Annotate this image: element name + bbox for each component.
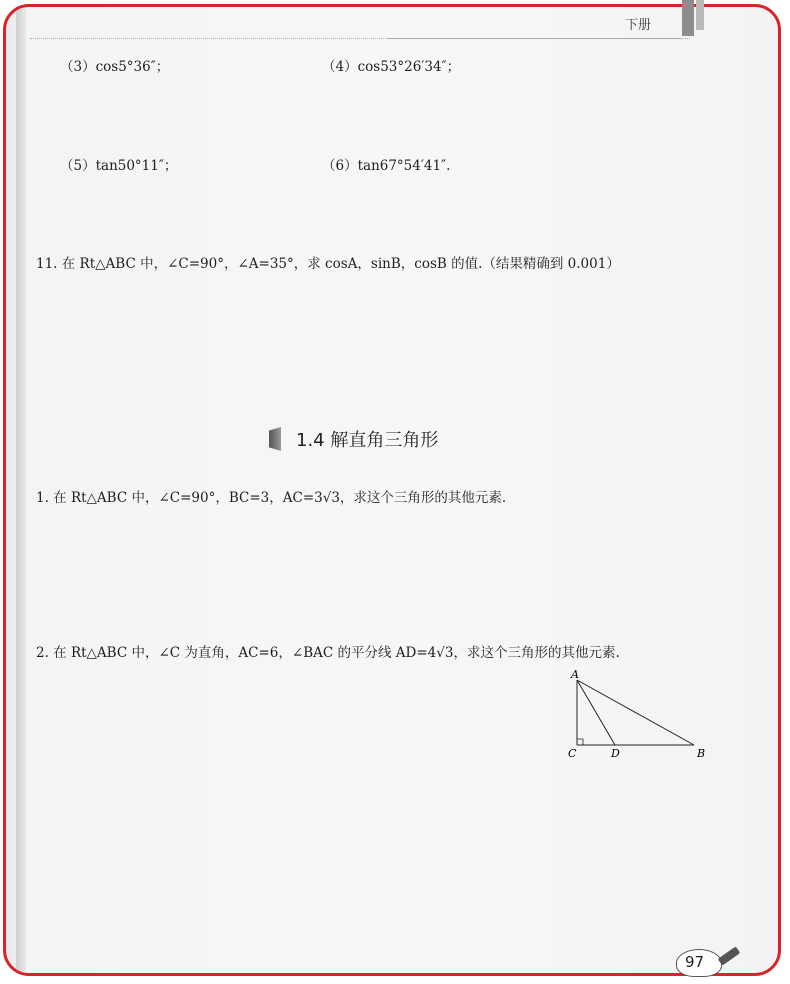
problem-1: 1. 在 Rt△ABC 中，∠C=90°，BC=3，AC=3√3，求这个三角形的其他元素. xyxy=(36,490,507,506)
section-marker-icon xyxy=(269,427,281,451)
exercise-11: 11. 在 Rt△ABC 中，∠C=90°，∠A=35°，求 cosA，sinB，cosB 的值.（结果精确到 0.001） xyxy=(36,256,620,272)
exercise-3: （3）cos5°36″； xyxy=(60,59,170,75)
bisector-ad xyxy=(577,680,615,745)
page-number: 97 xyxy=(685,953,705,971)
triangle-figure xyxy=(560,668,720,764)
label-d: D xyxy=(611,747,620,760)
header-dotted-rule xyxy=(30,38,690,39)
exercise-4: （4）cos53°26′34″； xyxy=(322,59,461,75)
label-b: B xyxy=(697,747,706,760)
label-a: A xyxy=(571,668,579,681)
exercise-6: （6）tan67°54′41″. xyxy=(322,158,451,174)
label-c: C xyxy=(568,747,577,760)
right-angle-mark xyxy=(577,739,583,745)
section-title: 1.4 解直角三角形 xyxy=(296,430,439,451)
header-tab-dark xyxy=(682,0,694,36)
book-spine-shadow xyxy=(16,7,26,973)
exercise-5: （5）tan50°11″； xyxy=(60,158,178,174)
volume-label: 下册 xyxy=(625,18,652,33)
header-tab-light xyxy=(696,0,704,30)
side-ab xyxy=(577,680,694,745)
problem-2: 2. 在 Rt△ABC 中，∠C 为直角，AC=6，∠BAC 的平分线 AD=4√3，求这个三角形的其他元素. xyxy=(36,645,620,661)
